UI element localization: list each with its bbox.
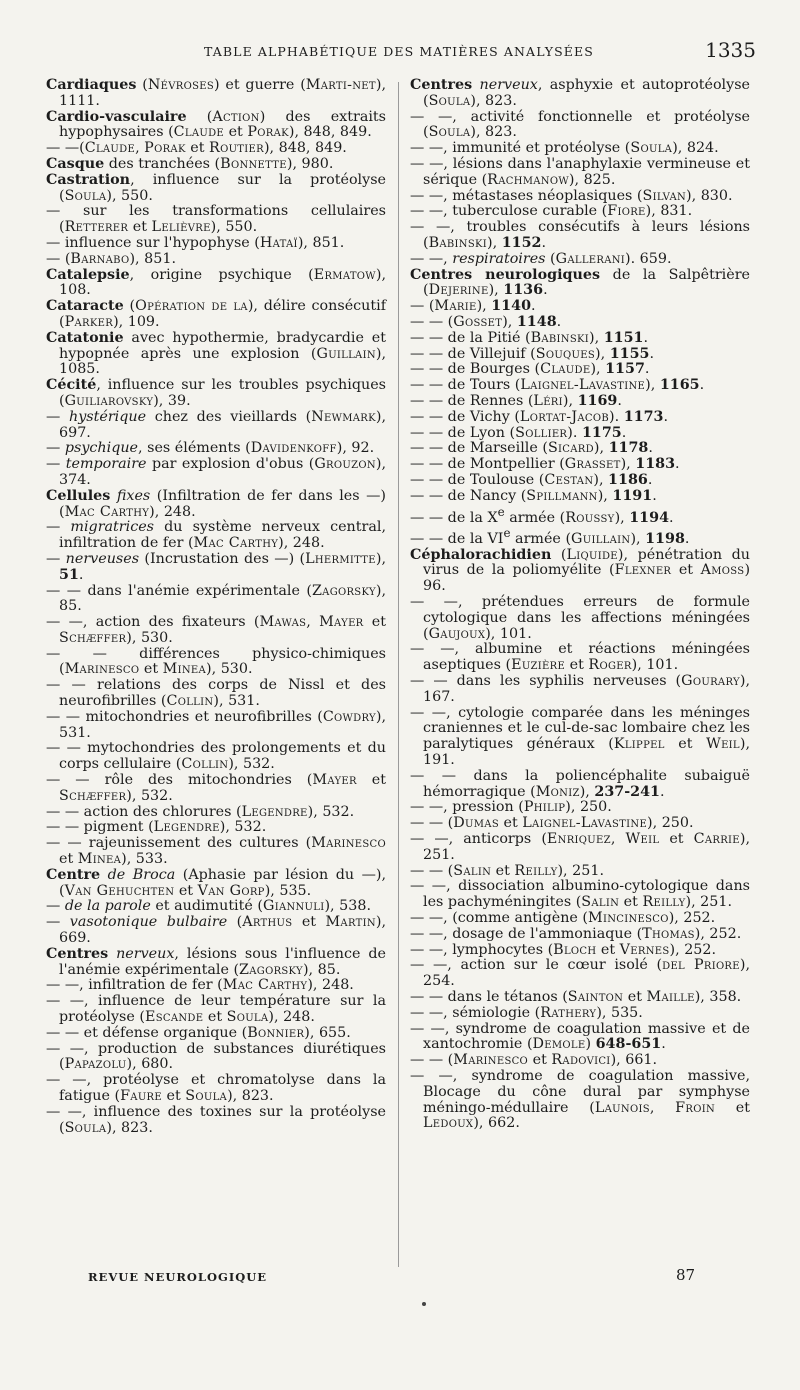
index-entry: — psychique, ses éléments (Davidenkoff), 92. — [46, 440, 375, 457]
index-entry: — — de la VIe armée (Guillain), 1198. — [410, 526, 690, 547]
ink-speck — [422, 1302, 426, 1306]
index-entry: — vasotonique bulbaire (Arthus et Martin), 669. — [46, 914, 386, 947]
index-entry: — migratrices du système nerveux central, infiltration de fer (Mac Carthy), 248. — [46, 519, 386, 552]
index-entry: — — de Vichy (Lortat-Jacob). 1173. — [410, 408, 669, 425]
index-entry: — —, protéolyse et chromatolyse dans la fatigue (Faure et Soula), 823. — [46, 1072, 386, 1104]
index-entry: — —, dosage de l'ammoniaque (Thomas), 252. — [410, 925, 742, 942]
index-entry: — — dans l'anémie expérimentale (Zagorsky), 85. — [46, 582, 386, 615]
left-column — [46, 78, 386, 1136]
index-entry: — — mytochondries des prolongements et du corps cellulaire (Collin), 532. — [46, 740, 386, 773]
index-entry: — —, syndrome de coagulation massive et de xantochromie (Demole) 648-651. — [410, 1020, 750, 1053]
index-entry: — — de la Pitié (Babinski), 1151. — [410, 329, 649, 346]
running-title: TABLE ALPHABÉTIQUE DES MATIÈRES ANALYSÉES — [204, 44, 594, 59]
index-entry: — — différences physico-chimiques (Marinesco et Minea), 530. — [46, 645, 386, 678]
index-entry: — (Barnabo), 851. — [46, 250, 176, 267]
index-entry: — —, syndrome de coagulation massive, Blocage du cône dural par symphyse méningo-médullaire (Launois, Froin et Ledoux), 662. — [410, 1067, 750, 1132]
index-entry: — — dans la poliencéphalite subaiguë hémorragique (Moniz), 237-241. — [410, 767, 750, 800]
index-entry: — —, respiratoires (Gallerani). 659. — [410, 250, 672, 267]
index-entry: — — de Montpellier (Grasset), 1183. — [410, 456, 680, 473]
index-entry: — —, production de substances diurétiques (Papazolu), 680. — [46, 1040, 386, 1073]
index-entry: — nerveuses (Incrustation des —) (Lhermitte), 51. — [46, 550, 386, 583]
index-entry: — —, action sur le cœur isolé (del Priore), 254. — [410, 957, 750, 990]
index-entry: Catalepsie, origine psychique (Ermatow), 108. — [46, 266, 386, 299]
journal-name: REVUE NEUROLOGIQUE — [88, 1270, 268, 1284]
index-entry: — — dans les syphilis nerveuses (Gourary), 167. — [410, 673, 750, 705]
index-entry: — — relations des corps de Nissl et des neurofibrilles (Collin), 531. — [46, 677, 386, 710]
index-entry: Cardiaques (Névroses) et guerre (Marti-net), 1111. — [46, 77, 386, 109]
page-header — [0, 38, 800, 66]
index-entry: Céphalorachidien (Liquide), pénétration du virus de la poliomyélite (Flexner et Amoss) 96. — [410, 546, 751, 595]
index-entry: — —, (comme antigène (Mincinesco), 252. — [410, 909, 716, 926]
index-entry: — — de Tours (Laignel-Lavastine), 1165. — [410, 377, 705, 394]
index-entry: Centre de Broca (Aphasie par lésion du —), (Van Gehuchten et Van Gorp), 535. — [46, 866, 386, 899]
index-entry: Cellules fixes (Infiltration de fer dans les —) (Mac Carthy), 248. — [46, 487, 386, 520]
index-entry: Cécité, influence sur les troubles psychiques (Guiliarovsky), 39. — [46, 377, 386, 409]
index-entry: — — pigment (Legendre), 532. — [46, 819, 267, 836]
index-entry: Casque des tranchées (Bonnette), 980. — [46, 155, 334, 172]
index-entry: — —, anticorps (Enriquez, Weil et Carrie), 251. — [410, 830, 751, 863]
index-entry: — (Marie), 1140. — [410, 298, 536, 315]
index-entry: — — dans le tétanos (Sainton et Maille), 358. — [410, 988, 742, 1005]
index-entry: — — de Marseille (Sicard), 1178. — [410, 440, 653, 457]
index-entry: — —, lésions dans l'anaphylaxie vermineuse et sérique (Rachmanow), 825. — [410, 155, 750, 188]
index-entry: — de la parole et audimutité (Giannuli), 538. — [46, 898, 371, 915]
index-entry: — — action des chlorures (Legendre), 532. — [46, 803, 355, 820]
index-entry: — — de Bourges (Claude), 1157. — [410, 361, 650, 378]
index-entry: — —, dissociation albumino-cytologique dans les pachyméningites (Salin et Reilly), 251. — [410, 878, 750, 911]
index-entry: Centres nerveux, asphyxie et autoprotéolyse (Soula), 823. — [410, 77, 751, 109]
index-entry: — — (Marinesco et Radovici), 661. — [410, 1052, 658, 1069]
index-entry: — — et défense organique (Bonnier), 655. — [46, 1024, 351, 1041]
index-entry: — —, tuberculose curable (Fiore), 831. — [410, 203, 693, 220]
index-entry: — —(Claude, Porak et Routier), 848, 849. — [46, 140, 347, 157]
page-footer — [0, 1266, 800, 1290]
right-column — [410, 78, 750, 1132]
index-entry: — sur les transformations cellulaires (Retterer et Lelièvre), 550. — [46, 203, 386, 236]
index-entry: — — (Salin et Reilly), 251. — [410, 862, 604, 879]
index-entry: — —, lymphocytes (Bloch et Vernes), 252. — [410, 941, 717, 958]
index-entry: — —, immunité et protéolyse (Soula), 824. — [410, 140, 719, 157]
index-entry: — — de Lyon (Sollier). 1175. — [410, 424, 627, 441]
index-entry: — —, troubles consécutifs à leurs lésions (Babinski), 1152. — [410, 219, 750, 251]
page-number: 1335 — [705, 38, 756, 62]
index-entry: — — mitochondries et neurofibrilles (Cowdry), 531. — [46, 708, 386, 741]
index-entry: — — de Toulouse (Cestan), 1186. — [410, 471, 653, 488]
index-entry: Cataracte (Opération de la), délire consécutif (Parker), 109. — [46, 298, 386, 330]
index-entry: — — rajeunissement des cultures (Marinesco et Minea), 533. — [46, 835, 386, 868]
index-entry: — — (Dumas et Laignel-Lavastine), 250. — [410, 815, 694, 832]
index-entry: — hystérique chez des vieillards (Newmark), 697. — [46, 408, 387, 441]
index-entry: Centres nerveux, lésions sous l'influence de l'anémie expérimentale (Zagorsky), 85. — [46, 945, 387, 978]
index-entry: — influence sur l'hypophyse (Hataï), 851. — [46, 234, 345, 251]
index-entry: — —, cytologie comparée dans les méninges craniennes et le cul-de-sac lombaire chez les paralytiques généraux (Klippel et Weil), 191. — [410, 704, 750, 768]
index-entry: — —, métastases néoplasiques (Silvan), 830. — [410, 187, 733, 204]
index-entry: — —, infiltration de fer (Mac Carthy), 248. — [46, 977, 354, 994]
index-entry: Catatonie avec hypothermie, bradycardie et hypopnée après une explosion (Guillain), 1085. — [46, 329, 386, 378]
index-entry: — — de Villejuif (Souques), 1155. — [410, 345, 655, 362]
index-entry: Cardio-vasculaire (Action) des extraits hypophysaires (Claude et Porak), 848, 849. — [46, 108, 386, 141]
index-entry: — —, action des fixateurs (Mawas, Mayer et Schæffer), 530. — [46, 614, 386, 646]
index-entry: — temporaire par explosion d'obus (Grouzon), 374. — [46, 456, 387, 488]
index-entry: — —, influence de leur température sur la protéolyse (Escande et Soula), 248. — [46, 993, 386, 1026]
index-entry: — — (Gosset), 1148. — [410, 313, 562, 330]
index-entry: — —, influence des toxines sur la protéolyse (Soula), 823. — [46, 1103, 386, 1136]
index-entry: — —, prétendues erreurs de formule cytologique dans les affections méningées (Gaujoux), 101. — [410, 594, 750, 642]
index-entry: Centres neurologiques de la Salpêtrière (Dejerine), 1136. — [410, 266, 750, 299]
index-entry: Castration, influence sur la protéolyse (Soula), 550. — [46, 171, 386, 204]
index-entry: — — de la Xe armée (Roussy), 1194. — [410, 504, 674, 526]
index-entry: — —, albumine et réactions méningées aseptiques (Euzière et Roger), 101. — [410, 641, 750, 674]
index-entry: — — de Nancy (Spillmann), 1191. — [410, 487, 657, 504]
index-entry: — —, sémiologie (Rathery), 535. — [410, 1004, 643, 1021]
index-entry: — — de Rennes (Léri), 1169. — [410, 392, 622, 409]
index-entry: — —, pression (Philip), 250. — [410, 799, 612, 816]
column-divider — [398, 82, 399, 1267]
sheet-number: 87 — [676, 1266, 696, 1284]
index-entry: — —, activité fonctionnelle et protéolyse (Soula), 823. — [410, 108, 750, 141]
index-entry: — — rôle des mitochondries (Mayer et Schæffer), 532. — [46, 772, 386, 804]
